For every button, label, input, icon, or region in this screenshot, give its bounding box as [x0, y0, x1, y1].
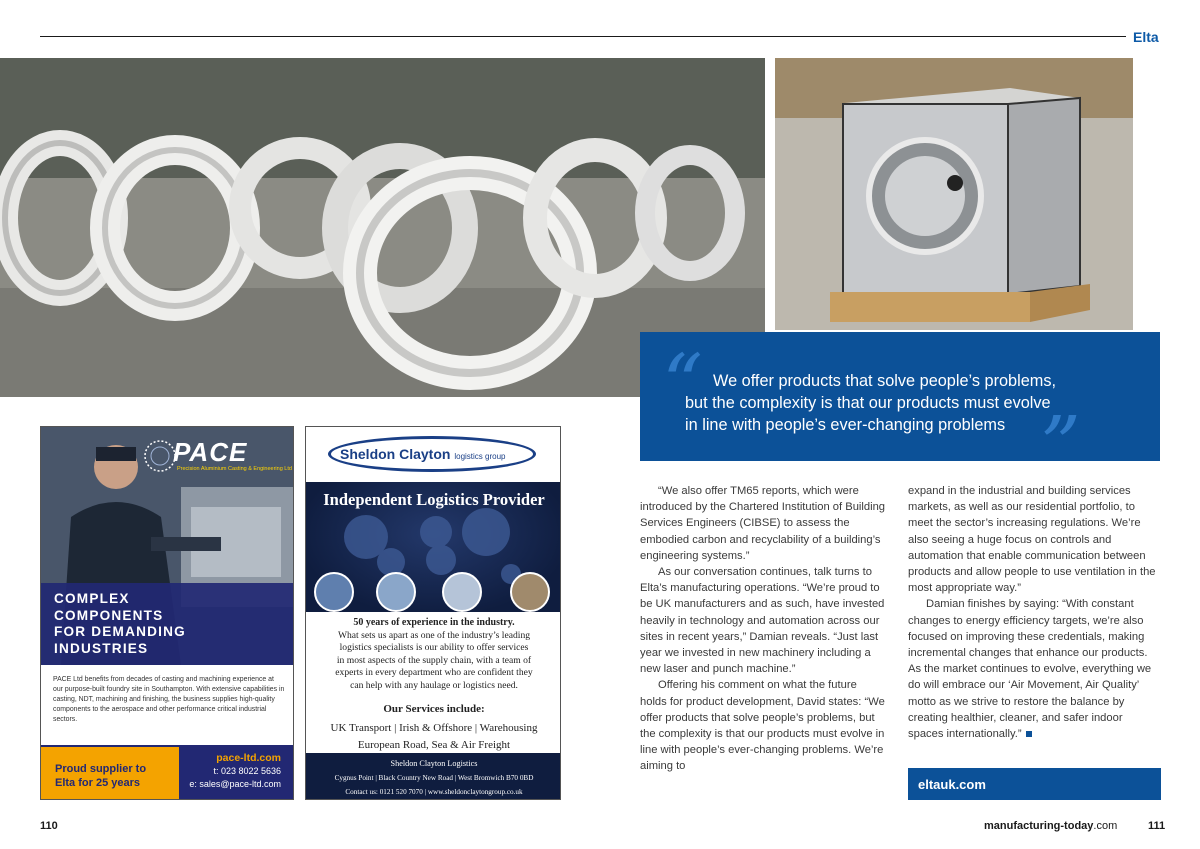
- pace-phone: t: 023 8022 5636: [213, 766, 281, 776]
- pace-contact: [189, 752, 281, 791]
- sc-experience-line: What sets us apart as one of the industry’s leading: [337, 629, 531, 641]
- sc-services-line: UK Transport | Irish & Offshore | Warehousing: [330, 722, 538, 734]
- end-mark-icon: [1026, 731, 1032, 737]
- quote-line: We offer products that solve people’s problems,: [713, 372, 1057, 390]
- sc-footer: [306, 753, 561, 800]
- sc-services-title: Our Services include:: [383, 703, 485, 715]
- close-quote-icon: ”: [1040, 399, 1081, 492]
- sc-experience-text: [306, 617, 561, 693]
- article-column-2: [908, 483, 1161, 742]
- quote-line: in line with people’s ever-changing problems: [685, 416, 1006, 434]
- site-name-bold: manufacturing-today: [984, 820, 1094, 832]
- sc-services: [306, 720, 561, 754]
- article-column-1: [640, 483, 886, 775]
- product-photo: [775, 58, 1133, 330]
- page-number-right: 111: [1148, 820, 1166, 832]
- sc-banner-title: Independent Logistics Provider: [323, 490, 545, 509]
- pace-proud-badge: [41, 747, 179, 799]
- section-tag: Elta: [1133, 29, 1159, 45]
- sc-experience-line: logistics specialists is our ability to offer services: [339, 642, 529, 654]
- sheldon-clayton-advert[interactable]: [305, 426, 561, 800]
- pace-headline-line: FOR DEMANDING: [54, 624, 186, 639]
- pace-logo-text: PACE: [173, 437, 248, 467]
- sc-logo: [340, 446, 505, 462]
- fan-box-illustration: [775, 58, 1133, 330]
- pace-logo: [143, 437, 292, 481]
- pace-website-link[interactable]: pace-ltd.com: [216, 752, 281, 764]
- sc-experience-line: in most aspects of the supply chain, with a team of: [336, 654, 532, 666]
- pace-headline: [54, 591, 186, 657]
- pace-headline-line: COMPLEX: [54, 591, 130, 606]
- header-rule: [40, 36, 1126, 37]
- pace-headline-line: INDUSTRIES: [54, 640, 149, 656]
- sc-experience-title: 50 years of experience in the industry.: [353, 617, 515, 628]
- sc-services-line: European Road, Sea & Air Freight: [357, 739, 511, 751]
- article-paragraph-text: Damian finishes by saying: “With constant changes to energy efficiency targets, we’re also focused on improving these credentials, making incremental changes that enhance our products. As the market continues to evolve, everything we do will embrace our ‘Air Movement, Air Quality’ motto as we strive to restore the balance by creating healthier, cleaner, and safer indoor spaces internationally.”: [908, 598, 1152, 741]
- article-paragraph-last: [908, 596, 1161, 742]
- sc-logo-sub: logistics group: [454, 452, 506, 461]
- quote-line: but the complexity is that our products must evolve: [685, 394, 1051, 412]
- sc-logo-main: Sheldon Clayton: [340, 446, 451, 462]
- pace-logo-subtitle: Precision Aluminium Casting & Engineering Ltd: [177, 466, 292, 472]
- pace-advert[interactable]: [40, 426, 294, 800]
- article-paragraph: expand in the industrial and building services markets, as well as our residential portfolio, to meet the sector’s increasing regulations. We’re also seeing a huge focus on controls and automation that enable communication between products and allow people to use ventilation in the most appropriate way.”: [908, 485, 1156, 595]
- sc-footer-name: Sheldon Clayton Logistics: [390, 759, 478, 768]
- pull-quote: [640, 332, 1160, 492]
- article-paragraph: “We also offer TM65 reports, which were introduced by the Chartered Institution of Building Services Engineers (CIBSE) to assess the embodied carbon and recyclability of a building’s engineering systems.”: [640, 485, 886, 562]
- sc-transport-icons: [312, 571, 556, 613]
- page-number-left: 110: [40, 820, 58, 832]
- sc-footer-contact[interactable]: Contact us: 0121 520 7070 | www.sheldonclaytongroup.co.uk: [345, 788, 523, 796]
- site-name-tld: .com: [1093, 820, 1118, 832]
- pace-body-text: PACE Ltd benefits from decades of casting and machining experience at our purpose-built foundry site in Southampton. With extensive capabilities in casting, NDT, machining and finishing, the business supplies high-quality components to the aerospace and other performance critical industrial sectors.: [53, 676, 285, 723]
- website-link[interactable]: eltauk.com: [908, 768, 1161, 800]
- publication-site[interactable]: [984, 820, 1117, 832]
- article-paragraph: Offering his comment on what the future holds for product development, David states: “We offer products that solve people’s problems, but the complexity is that our products must evolve in line with people’s ever-changing problems. We’re aiming to: [640, 679, 885, 773]
- sc-experience-line: can help with any haulage or logistics need.: [350, 679, 518, 691]
- pace-email-link[interactable]: e: sales@pace-ltd.com: [189, 779, 281, 789]
- open-quote-icon: “: [662, 337, 703, 430]
- pace-headline-line: COMPONENTS: [54, 607, 164, 623]
- pace-proud-line: Elta for 25 years: [55, 777, 140, 789]
- sc-experience-line: experts in every department who are confident they: [335, 667, 533, 679]
- sc-footer-address: Cygnus Point | Black Country New Road | West Bromwich B70 0BD: [334, 774, 534, 782]
- pace-proud-line: Proud supplier to: [55, 763, 147, 775]
- pace-globe-icon: [143, 439, 177, 473]
- article-paragraph: As our conversation continues, talk turns to Elta’s manufacturing operations. “We’re proud to be UK manufacturers and as such, have invested heavily in technology and automation across our sites in recent years,” Damian reveals. “Just last year we invested in new machinery including a new laser and punch machine.”: [640, 566, 885, 676]
